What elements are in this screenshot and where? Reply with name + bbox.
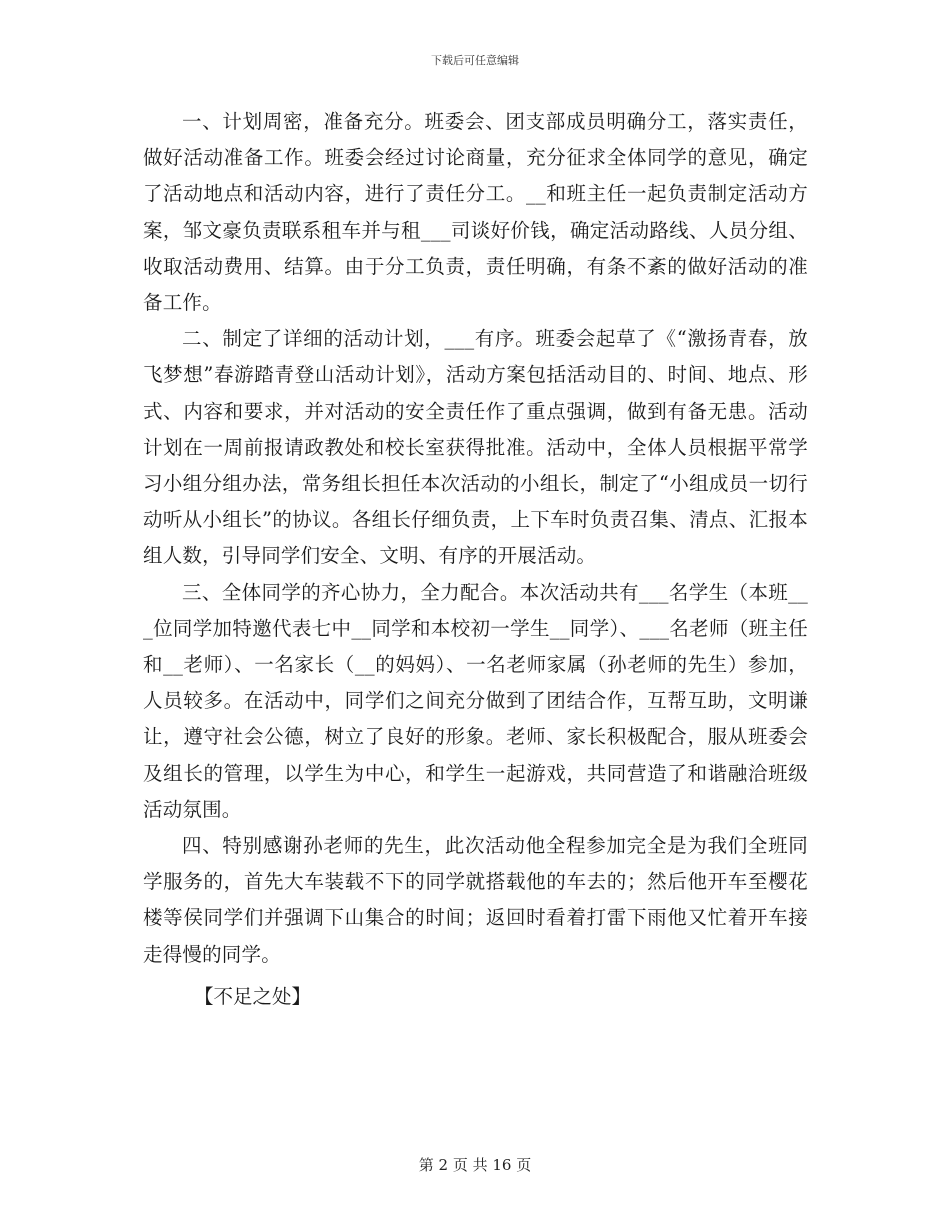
section-heading-shortcomings: 【不足之处】 — [194, 984, 312, 1008]
paragraph-activity-plan: 二、制定了详细的活动计划，___有序。班委会起草了《“激扬青春，放飞梦想”春游踏青登山活动计划》，活动方案包括活动目的、时间、地点、形式、内容和要求，并对活动的安全责任作了重点强调，做到有备无患。活动计划在一周前报请政教处和校长室获得批准。活动中，全体人员根据平常学习小组分组办法，常务组长担任本次活动的小组长，制定了“小组成员一切行动听从小组长”的协议。各组长仔细负责，上下车时负责召集、清点、汇报本组人数，引导同学们安全、文明、有序的开展活动。 — [143, 327, 808, 568]
document-body — [143, 104, 808, 1015]
paragraph-thanks: 四、特别感谢孙老师的先生，此次活动他全程参加完全是为我们全班同学服务的，首先大车装载不下的同学就搭载他的车去的；然后他开车至樱花楼等侯同学们并强调下山集合的时间；返回时看着打雷下雨他又忙着开车接走得慢的同学。 — [143, 834, 808, 966]
paragraph-cooperation: 三、全体同学的齐心协力，全力配合。本次活动共有___名学生（本班___位同学加特邀代表七中__同学和本校初一学生__同学）、___名老师（班主任和__老师）、一名家长（__的妈妈）、一名老师家属（孙老师的先生）参加，人员较多。在活动中，同学们之间充分做到了团结合作，互帮互助，文明谦让，遵守社会公德，树立了良好的形象。老师、家长积极配合，服从班委会及组长的管理，以学生为中心，和学生一起游戏，共同营造了和谐融洽班级活动氛围。 — [143, 580, 808, 821]
page-footer: 第 2 页 共 16 页 — [418, 1156, 532, 1174]
page-header: 下载后可任意编辑 — [431, 54, 519, 67]
paragraph-planning: 一、计划周密，准备充分。班委会、团支部成员明确分工，落实责任，做好活动准备工作。班委会经过讨论商量，充分征求全体同学的意见，确定了活动地点和活动内容，进行了责任分工。__和班主任一起负责制定活动方案，邹文豪负责联系租车并与租___司谈好价钱，确定活动路线、人员分组、收取活动费用、结算。由于分工负责，责任明确，有条不紊的做好活动的准备工作。 — [143, 110, 808, 315]
